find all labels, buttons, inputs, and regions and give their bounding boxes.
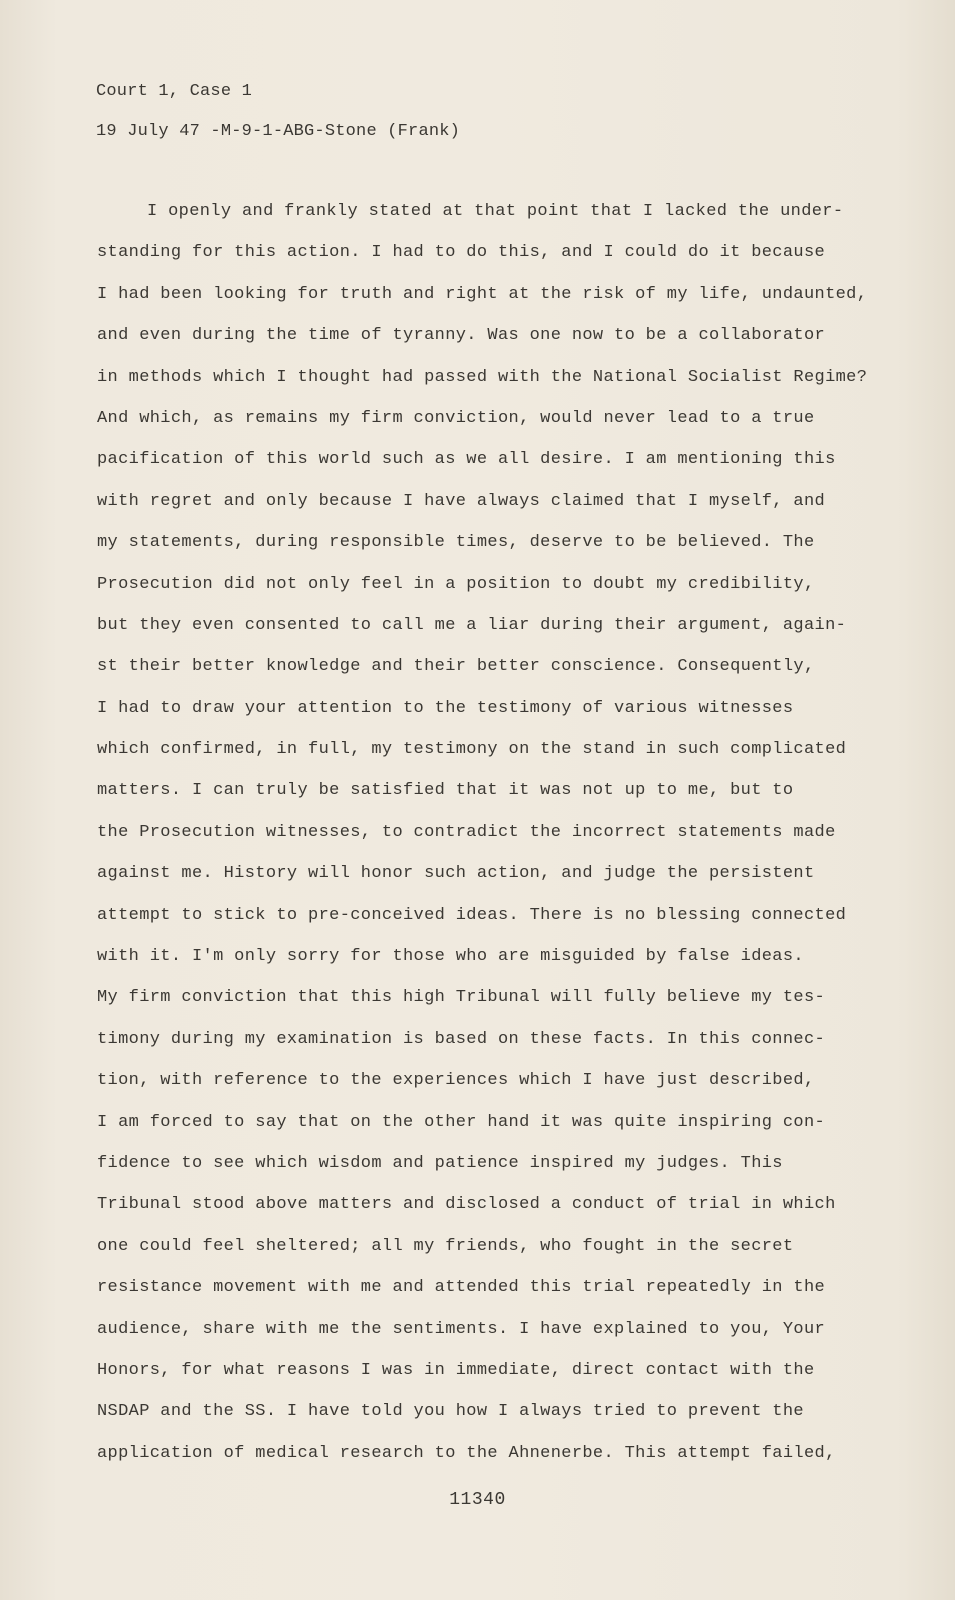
text-line: My firm conviction that this high Tribunal will fully believe my tes-	[97, 988, 826, 1008]
text-line: I had to draw your attention to the testimony of various witnesses	[97, 698, 794, 718]
text-line: fidence to see which wisdom and patience inspired my judges. This	[97, 1153, 783, 1173]
body-text	[97, 191, 868, 1474]
text-line: application of medical research to the Ahnenerbe. This attempt failed,	[97, 1443, 836, 1463]
text-line: resistance movement with me and attended this trial repeatedly in the	[97, 1278, 826, 1298]
text-line: attempt to stick to pre-conceived ideas. There is no blessing connected	[97, 905, 847, 925]
text-line: against me. History will honor such action, and judge the persistent	[97, 864, 815, 884]
text-line: one could feel sheltered; all my friends, who fought in the secret	[97, 1236, 794, 1256]
text-line: audience, share with me the sentiments. I have explained to you, Your	[97, 1319, 826, 1339]
text-line: Prosecution did not only feel in a position to doubt my credibility,	[97, 574, 815, 594]
text-line: with regret and only because I have always claimed that I myself, and	[97, 491, 826, 511]
text-line: timony during my examination is based on these facts. In this connec-	[97, 1029, 826, 1049]
text-line: And which, as remains my firm conviction, would never lead to a true	[97, 408, 815, 428]
text-line: which confirmed, in full, my testimony on the stand in such complicated	[97, 740, 847, 760]
text-line: with it. I'm only sorry for those who are misguided by false ideas.	[97, 947, 804, 967]
text-line: I am forced to say that on the other hand it was quite inspiring con-	[97, 1112, 826, 1132]
text-line: Honors, for what reasons I was in immediate, direct contact with the	[97, 1360, 815, 1380]
text-line: st their better knowledge and their better conscience. Consequently,	[97, 657, 815, 677]
reference-line: 19 July 47 -M-9-1-ABG-Stone (Frank)	[96, 122, 461, 141]
text-line: matters. I can truly be satisfied that it was not up to me, but to	[97, 781, 794, 801]
court-case-line: Court 1, Case 1	[96, 82, 253, 101]
page-number: 11340	[449, 1490, 506, 1510]
text-line: my statements, during responsible times, deserve to be believed. The	[97, 533, 815, 553]
text-line: I openly and frankly stated at that point that I lacked the under-	[147, 202, 844, 221]
text-line: the Prosecution witnesses, to contradict the incorrect statements made	[97, 822, 836, 842]
document-header	[96, 72, 460, 152]
text-line: Tribunal stood above matters and disclosed a conduct of trial in which	[97, 1195, 836, 1215]
text-line: NSDAP and the SS. I have told you how I always tried to prevent the	[97, 1402, 804, 1422]
text-line: standing for this action. I had to do this, and I could do it because	[97, 243, 826, 263]
text-line: I had been looking for truth and right at the risk of my life, undaunted,	[97, 284, 868, 304]
text-line: in methods which I thought had passed with the National Socialist Regime?	[97, 367, 868, 387]
text-line: and even during the time of tyranny. Was one now to be a collaborator	[97, 326, 826, 346]
text-line: but they even consented to call me a liar during their argument, again-	[97, 615, 847, 635]
text-line: pacification of this world such as we all desire. I am mentioning this	[97, 450, 836, 470]
text-line: tion, with reference to the experiences which I have just described,	[97, 1071, 815, 1091]
